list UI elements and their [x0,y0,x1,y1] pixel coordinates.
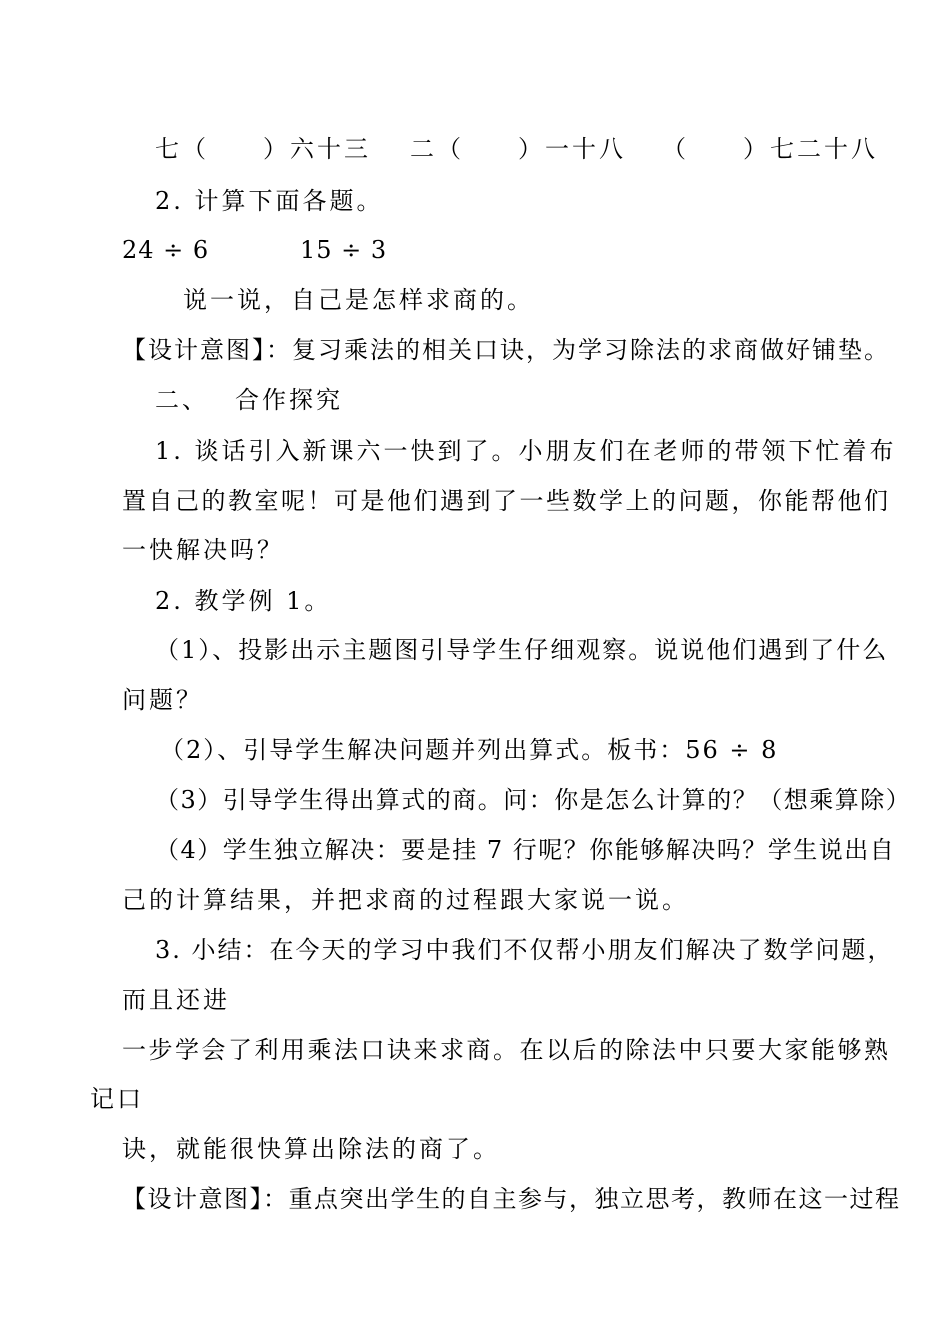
calc-item-a: 24 ÷ 6 [122,236,210,264]
step-2: （2）、引导学生解决问题并列出算式。板书：56 ÷ 8 [160,736,779,764]
review-item-1: 七（ ）六十三 [155,135,371,163]
step-4-line-2: 己的计算结果，并把求商的过程跟大家说一说。 [122,886,689,914]
step-1-line-1: （1）、投影出示主题图引导学生仔细观察。说说他们遇到了什么 [155,636,889,664]
paragraph-3-line-1: 3. 小结：在今天的学习中我们不仅帮小朋友们解决了数学问题， [155,936,894,964]
paragraph-1-line-3: 一快解决吗？ [122,536,284,564]
talk-prompt: 说一说，自己是怎样求商的。 [183,286,534,314]
paragraph-3-line-4: 记口 [90,1085,144,1113]
step-4-line-1: （4）学生独立解决：要是挂 7 行呢？你能够解决吗？学生说出自 [155,836,896,864]
review-item-3: （ ）七二十八 [662,135,878,163]
paragraph-2: 2. 教学例 1。 [155,587,332,615]
design-intent-2: 【设计意图】：重点突出学生的自主参与，独立思考，教师在这一过程 [122,1185,901,1213]
step-1-line-2: 问题？ [122,686,203,714]
section-title: 合作探究 [235,386,343,414]
paragraph-3-line-2: 而且还进 [122,986,230,1014]
step-3: （3）引导学生得出算式的商。问：你是怎么计算的？（想乘算除） [155,786,912,814]
calc-item-b: 15 ÷ 3 [300,236,388,264]
paragraph-3-line-3: 一步学会了利用乘法口诀来求商。在以后的除法中只要大家能够熟 [122,1036,891,1064]
calc-heading: 2. 计算下面各题。 [155,187,384,215]
section-number: 二、 [155,386,209,414]
review-item-2: 二（ ）一十八 [410,135,626,163]
design-intent-1: 【设计意图】：复习乘法的相关口诀，为学习除法的求商做好铺垫。 [122,336,890,364]
paragraph-3-line-5: 诀，就能很快算出除法的商了。 [122,1135,500,1163]
paragraph-1-line-2: 置自己的教室呢！可是他们遇到了一些数学上的问题，你能帮他们 [122,487,891,515]
paragraph-1-line-1: 1. 谈话引入新课六一快到了。小朋友们在老师的带领下忙着布 [155,437,897,465]
